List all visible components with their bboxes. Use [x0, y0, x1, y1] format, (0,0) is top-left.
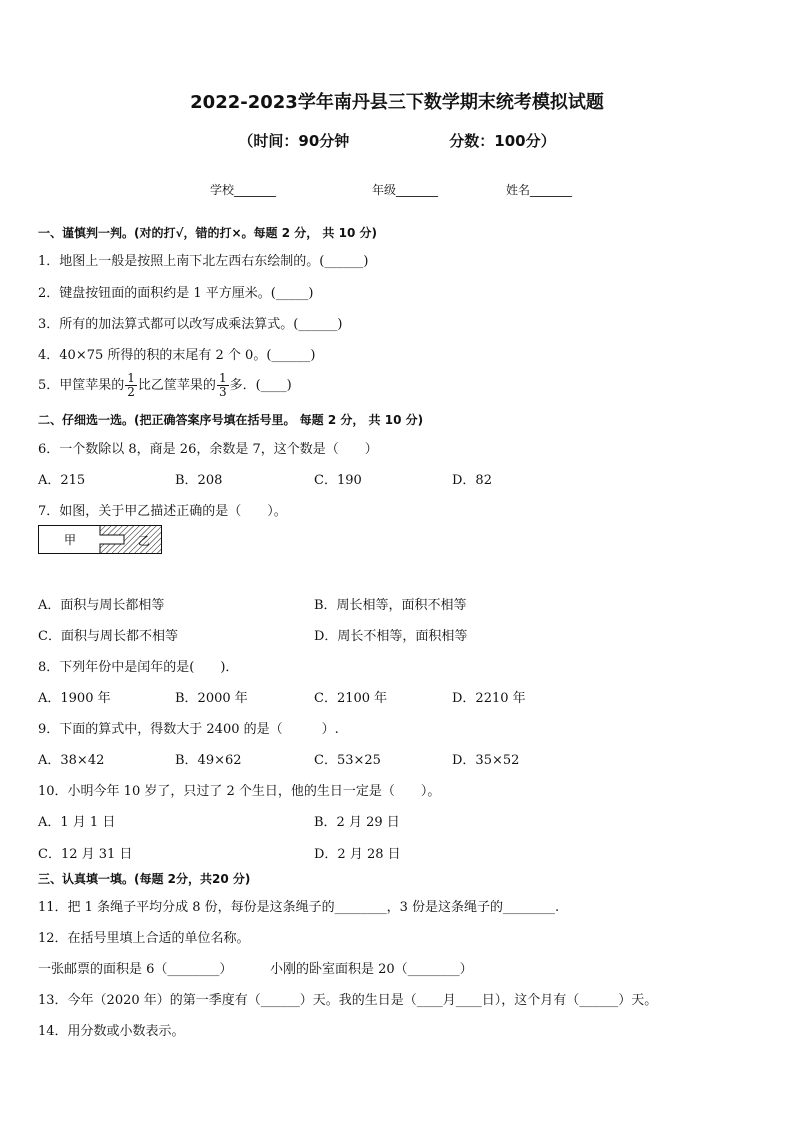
time-limit: （时间：90分钟 [238, 132, 350, 150]
fraction-numerator: 1 [218, 371, 227, 385]
question-5-pre: 5．甲筐苹果的 [38, 378, 125, 393]
question-11: 11．把 1 条绳子平均分成 8 份，每份是这条绳子的________，3 份是这条绳子的________. [38, 900, 560, 915]
q7-option-a[interactable]: A．面积与周长都相等 [38, 598, 165, 613]
section-heading-2: 二、仔细选一选。(把正确答案序号填在括号里。 每题 2 分， 共 10 分) [38, 413, 424, 427]
question-5-mid: 比乙筐苹果的 [137, 378, 216, 393]
q6-option-a[interactable]: A．215 [38, 473, 86, 488]
q8-option-d[interactable]: D．2210 年 [452, 691, 526, 706]
q6-option-d[interactable]: D．82 [452, 473, 492, 488]
question-3: 3．所有的加法算式都可以改写成乘法算式。(______) [38, 317, 343, 332]
q6-option-b[interactable]: B．208 [175, 473, 223, 488]
q10-option-a[interactable]: A．1 月 1 日 [38, 815, 116, 830]
label-yi: 乙 [138, 534, 151, 548]
q9-option-a[interactable]: A．38×42 [38, 753, 105, 768]
q8-option-a[interactable]: A．1900 年 [38, 691, 111, 706]
question-10: 10．小明今年 10 岁了，只过了 2 个生日，他的生日一定是（ ）。 [38, 784, 441, 799]
question-7: 7．如图，关于甲乙描述正确的是（ ）。 [38, 504, 287, 519]
fraction-half [125, 372, 137, 399]
question-4: 4．40×75 所得的积的末尾有 2 个 0。(______) [38, 348, 316, 363]
q9-option-d[interactable]: D．35×52 [452, 753, 520, 768]
q7-option-c[interactable]: C．面积与周长都不相等 [38, 629, 178, 644]
q10-option-c[interactable]: C．12 月 31 日 [38, 847, 133, 862]
school-field[interactable]: 学校_______ [210, 183, 277, 197]
name-field[interactable]: 姓名_______ [506, 183, 573, 197]
question-1: 1．地图上一般是按照上南下北左西右东绘制的。(______) [38, 254, 369, 269]
question-6: 6．一个数除以 8，商是 26，余数是 7，这个数是（ ） [38, 442, 378, 457]
question-5-post: 多．(____) [229, 378, 292, 393]
q10-option-d[interactable]: D．2 月 28 日 [314, 847, 401, 862]
q8-option-c[interactable]: C．2100 年 [314, 691, 388, 706]
q10-option-b[interactable]: B．2 月 29 日 [314, 815, 400, 830]
question-13: 13．今年（2020 年）的第一季度有（______）天。我的生日是（____月____日），这个月有（______）天。 [38, 993, 658, 1008]
grade-field[interactable]: 年级_______ [372, 183, 439, 197]
section-heading-3: 三、认真填一填。(每题 2分，共20 分) [38, 872, 251, 886]
section-heading-1: 一、谨慎判一判。(对的打√，错的打×。每题 2 分， 共 10 分) [38, 226, 377, 240]
question-5 [38, 372, 292, 399]
question-12: 12．在括号里填上合适的单位名称。 [38, 931, 250, 946]
question-12-a: 一张邮票的面积是 6（________） [38, 962, 233, 977]
question-9: 9．下面的算式中，得数大于 2400 的是（ ）. [38, 722, 339, 737]
question-12-b: 小刚的卧室面积是 20（________） [270, 962, 473, 977]
q7-option-b[interactable]: B．周长相等，面积不相等 [314, 598, 467, 613]
fraction-denominator: 3 [218, 385, 227, 399]
question-8: 8．下列年份中是闰年的是( )． [38, 660, 239, 675]
q7-figure [38, 525, 164, 555]
q7-option-d[interactable]: D．周长不相等，面积相等 [314, 629, 468, 644]
q6-option-c[interactable]: C．190 [314, 473, 362, 488]
q9-option-c[interactable]: C．53×25 [314, 753, 381, 768]
fraction-third [217, 372, 229, 399]
label-jia: 甲 [64, 533, 77, 547]
exam-meta [0, 130, 794, 151]
q8-option-b[interactable]: B．2000 年 [175, 691, 248, 706]
total-score: 分数：100分） [449, 132, 556, 150]
fraction-numerator: 1 [127, 371, 135, 385]
q9-option-b[interactable]: B．49×62 [175, 753, 242, 768]
question-14: 14．用分数或小数表示。 [38, 1024, 185, 1039]
page-title: 2022-2023学年南丹县三下数学期末统考模拟试题 [190, 92, 604, 113]
question-2: 2．键盘按钮面的面积约是 1 平方厘米。(_____) [38, 286, 314, 301]
fraction-denominator: 2 [127, 385, 135, 399]
